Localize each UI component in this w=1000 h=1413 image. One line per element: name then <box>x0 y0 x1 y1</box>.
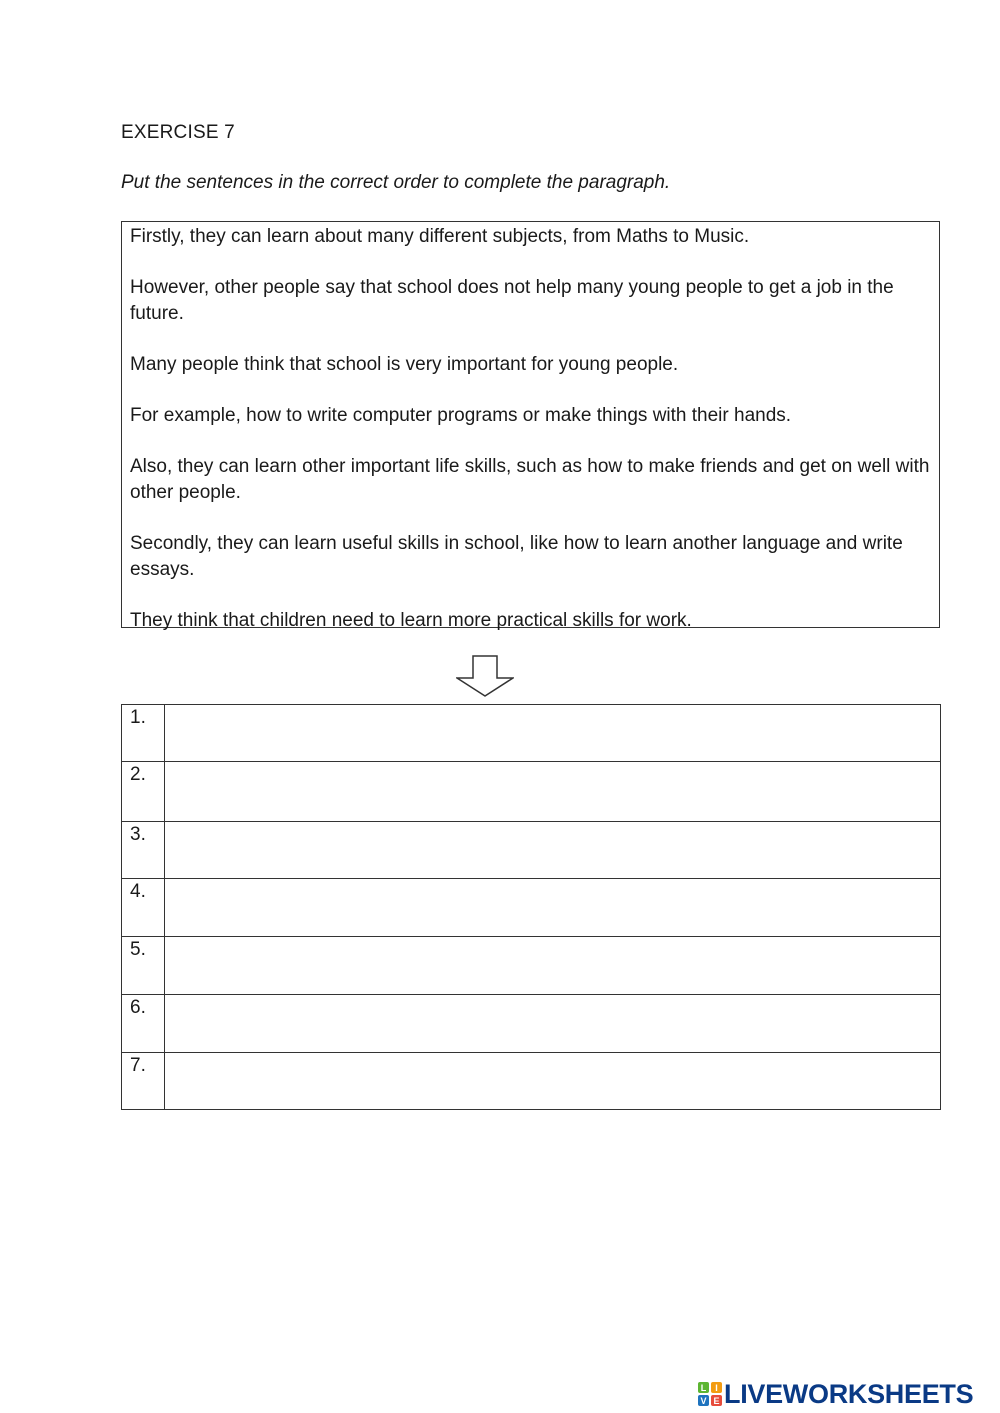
answer-cell <box>165 1053 941 1110</box>
answer-row <box>122 995 941 1053</box>
answer-number: 7. <box>122 1053 165 1110</box>
svg-text:V: V <box>700 1396 707 1406</box>
svg-text:L: L <box>700 1383 707 1393</box>
svg-text:E: E <box>713 1396 720 1406</box>
answer-cell <box>165 822 941 879</box>
answer-number: 6. <box>122 995 165 1053</box>
answer-field[interactable] <box>165 879 940 936</box>
answer-row <box>122 762 941 822</box>
answer-cell <box>165 705 941 762</box>
sentence-item: Many people think that school is very important for young people. <box>130 354 679 375</box>
answer-cell <box>165 995 941 1053</box>
answer-table <box>121 704 941 1110</box>
answer-field[interactable] <box>165 1053 940 1109</box>
svg-text:I: I <box>715 1383 718 1393</box>
answer-number: 5. <box>122 937 165 995</box>
sentence-item: Firstly, they can learn about many different subjects, from Maths to Music. <box>130 226 750 247</box>
answer-row <box>122 937 941 995</box>
answer-row <box>122 705 941 762</box>
answer-field[interactable] <box>165 995 940 1052</box>
answer-cell <box>165 879 941 937</box>
answer-row <box>122 822 941 879</box>
answer-field[interactable] <box>165 822 940 878</box>
sentence-item: However, other people say that school does not help many young people to get a job in the future. <box>130 277 894 324</box>
down-arrow-icon <box>456 655 514 697</box>
answer-cell <box>165 937 941 995</box>
sentence-item: Secondly, they can learn useful skills in school, like how to learn another language and write essays. <box>130 533 903 580</box>
answer-row <box>122 1053 941 1110</box>
liveworksheets-logo-text: LIVEWORKSHEETS <box>724 1378 974 1409</box>
instruction-text: Put the sentences in the correct order to complete the paragraph. <box>121 172 671 193</box>
answer-number: 4. <box>122 879 165 937</box>
exercise-title: EXERCISE 7 <box>121 122 235 143</box>
sentence-item: For example, how to write computer programs or make things with their hands. <box>130 405 792 426</box>
answer-cell <box>165 762 941 822</box>
sentence-box <box>121 221 940 631</box>
answer-field[interactable] <box>165 762 940 821</box>
answer-number: 2. <box>122 762 165 822</box>
sentence-item: Also, they can learn other important life skills, such as how to make friends and get on well with other people. <box>130 456 930 503</box>
answer-number: 3. <box>122 822 165 879</box>
answer-row <box>122 879 941 937</box>
liveworksheets-logo <box>697 1377 973 1411</box>
answer-number: 1. <box>122 705 165 762</box>
answer-field[interactable] <box>165 705 940 761</box>
sentence-item: They think that children need to learn more practical skills for work. <box>130 610 692 631</box>
liveworksheets-logo-icon <box>697 1381 723 1407</box>
answer-field[interactable] <box>165 937 940 994</box>
